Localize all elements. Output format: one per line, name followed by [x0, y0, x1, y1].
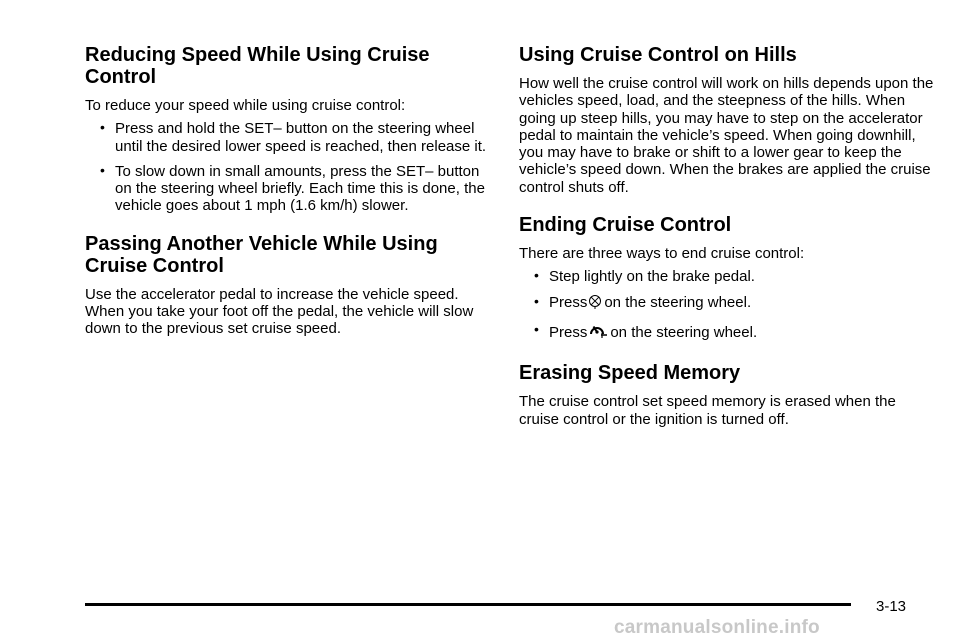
- list-item: [85, 120, 495, 155]
- reducing-bullet-list: [85, 120, 495, 214]
- heading-reducing-speed: Reducing Speed While Using Cruise Control: [85, 44, 430, 88]
- list-item: [519, 268, 934, 285]
- bullet-icon: •: [534, 292, 539, 309]
- page-number: 3-13: [876, 598, 907, 615]
- heading-erasing: Erasing Speed Memory: [519, 362, 741, 385]
- ending-bullet-2-pre: Press: [549, 293, 588, 311]
- section-hills: [519, 44, 934, 196]
- passing-body: Use the accelerator pedal to increase the vehicle speed. When you take your foot off the pedal, the vehicle will slow down to the previous set cruise speed.: [85, 285, 474, 338]
- ending-bullet-1: Step lightly on the brake pedal.: [549, 268, 755, 286]
- bullet-icon: •: [100, 119, 105, 136]
- ending-bullet-list: [519, 268, 934, 344]
- reducing-bullet-1: Press and hold the SET– button on the steering wheel until the desired lower speed is reached, then release it.: [115, 120, 487, 155]
- watermark: carmanualsonline.info: [614, 617, 820, 638]
- right-column: [519, 44, 934, 446]
- ending-bullet-3-post: on the steering wheel.: [610, 323, 758, 341]
- reducing-intro: To reduce your speed while using cruise control:: [85, 97, 406, 114]
- cruise-cancel-icon: [588, 294, 602, 314]
- section-reducing-speed: [85, 44, 495, 215]
- ending-bullet-2-post: on the steering wheel.: [604, 293, 752, 311]
- list-item: [519, 322, 934, 344]
- ending-bullet-3-pre: Press: [549, 323, 588, 341]
- erasing-body: The cruise control set speed memory is erased when the cruise control or the ignition is turned off.: [519, 393, 896, 428]
- bullet-icon: •: [534, 267, 539, 284]
- heading-ending: Ending Cruise Control: [519, 214, 732, 237]
- cruise-on-off-icon: [588, 322, 608, 344]
- section-passing: [85, 233, 495, 338]
- hills-body: How well the cruise control will work on hills depends upon the vehicles speed, load, and the steepness of the hills. When going up steep hills, you may have to step on the accelerator pedal to maintain the vehicle’s speed. When going downhill, you may have to brake or shift to a lower gear to keep the vehicle’s speed down. When the brakes are applied the cruise control shuts off.: [519, 75, 934, 196]
- bullet-icon: •: [100, 161, 105, 178]
- list-item: [519, 294, 934, 314]
- reducing-bullet-2: To slow down in small amounts, press the SET– button on the steering wheel briefly. Each time this is done, the vehicle goes about 1 mph (1.6 km/h) slower.: [115, 162, 485, 215]
- bullet-icon: •: [534, 320, 539, 337]
- list-item: [85, 163, 495, 215]
- ending-intro: There are three ways to end cruise control:: [519, 245, 805, 263]
- section-erasing: [519, 362, 934, 428]
- left-column: [85, 44, 495, 356]
- footer-rule: [85, 603, 851, 606]
- section-ending: [519, 214, 934, 344]
- heading-hills: Using Cruise Control on Hills: [519, 44, 797, 66]
- heading-passing: Passing Another Vehicle While Using Cruise Control: [85, 232, 438, 277]
